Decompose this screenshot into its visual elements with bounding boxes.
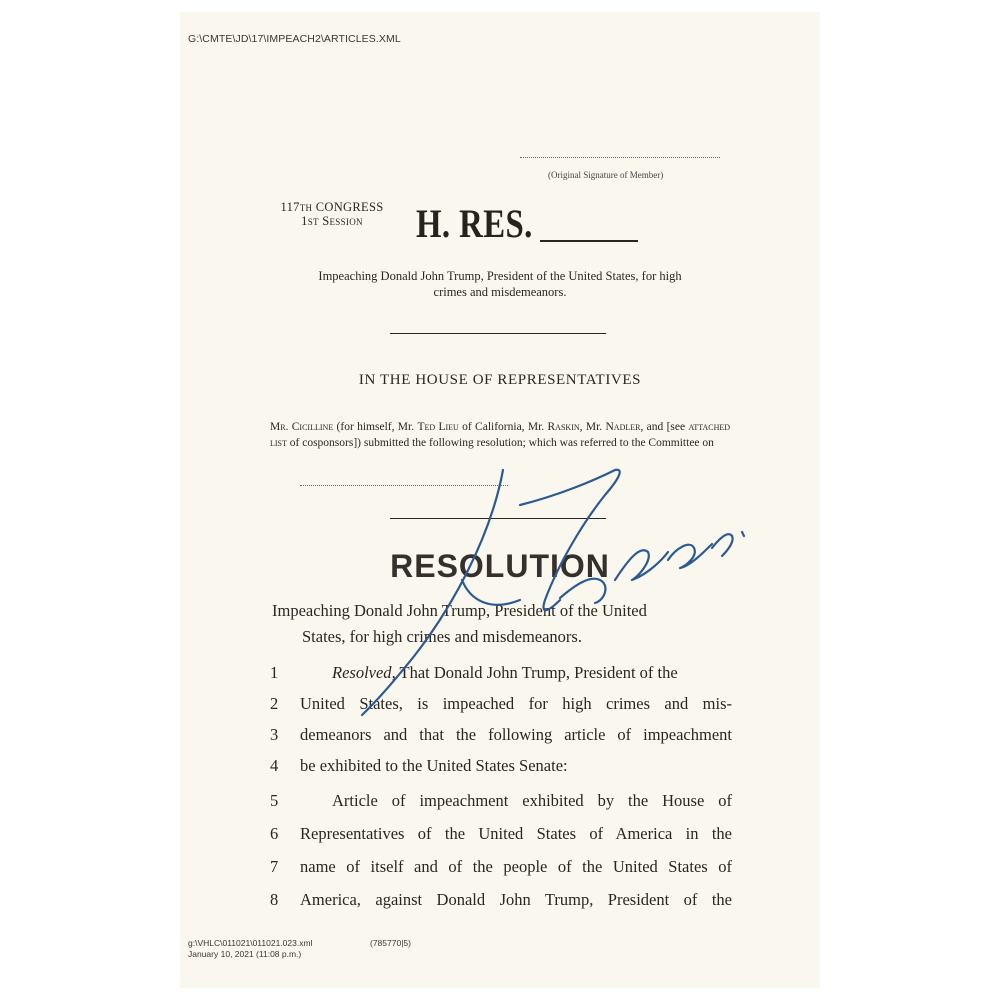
bill-type: H. RES.	[416, 201, 533, 246]
divider-rule	[390, 518, 606, 519]
signature-label: (Original Signature of Member)	[548, 170, 664, 180]
line-number: 7	[270, 857, 279, 876]
line-number: 3	[270, 725, 279, 744]
body-line	[270, 753, 735, 779]
body-line	[270, 887, 735, 913]
body-line	[270, 821, 735, 847]
line-text: Article of impeachment exhibited by the House of	[332, 791, 732, 810]
resolution-title-line: States, for high crimes and misdemeanors.	[302, 627, 582, 646]
line-text	[332, 660, 732, 686]
session-label: 1st Session	[301, 214, 363, 228]
line-text: be exhibited to the United States Senate:	[300, 756, 568, 775]
line-number: 8	[270, 890, 279, 909]
bill-number-blank	[540, 240, 638, 242]
line-text: United States, is impeached for high crimes and mis-	[300, 694, 732, 713]
congress-label: 117th CONGRESS	[280, 200, 384, 214]
divider-rule	[390, 333, 606, 334]
cosponsor-name: Nadler	[605, 421, 641, 433]
footer-file: g:\VHLC\011021\011021.023.xml	[188, 938, 313, 948]
line-number: 1	[270, 663, 279, 682]
resolution-heading: RESOLUTION	[390, 548, 610, 584]
cosponsor-name: Raskin	[547, 421, 580, 433]
attached-list: attached list	[270, 421, 731, 449]
body-line	[270, 660, 735, 686]
footer-code: (785770|5)	[370, 938, 411, 948]
body-line	[270, 854, 735, 880]
line-number: 5	[270, 791, 279, 810]
resolution-title	[272, 598, 728, 650]
line-number: 2	[270, 694, 279, 713]
committee-blank	[300, 485, 508, 486]
body-line	[270, 691, 735, 717]
line-number: 6	[270, 824, 279, 843]
sponsor-text: , and [see	[640, 421, 689, 433]
line-text: America, against Donald John Trump, President of the	[300, 890, 732, 909]
sponsor-text: , Mr.	[579, 421, 606, 433]
line-number: 4	[270, 756, 279, 775]
line-text: name of itself and of the people of the United States of	[300, 857, 732, 876]
resolved-word: Resolved	[332, 663, 392, 682]
line-text: demeanors and that the following article of impeachment	[300, 725, 732, 744]
resolution-title-line: Impeaching Donald John Trump, President of the United	[272, 601, 647, 620]
sponsor-text: (for himself, Mr.	[333, 421, 418, 433]
file-path: G:\CMTE\JD\17\IMPEACH2\ARTICLES.XML	[188, 33, 401, 45]
sponsor-paragraph	[270, 419, 730, 451]
short-title	[280, 268, 720, 300]
chamber-heading: IN THE HOUSE OF REPRESENTATIVES	[358, 372, 642, 388]
footer-info	[188, 938, 312, 960]
short-title-line: Impeaching Donald John Trump, President of the United States, for high	[318, 269, 682, 283]
body-line	[270, 788, 735, 814]
line-text: Representatives of the United States of America in the	[300, 824, 732, 843]
short-title-line: crimes and misdemeanors.	[433, 285, 567, 299]
sponsor-text: of California, Mr.	[458, 421, 548, 433]
body-line	[270, 722, 735, 748]
sponsor-text: of cosponsors]) submitted the following resolution; which was referred to the Committee on	[286, 437, 714, 449]
footer-date: January 10, 2021 (11:08 p.m.)	[188, 949, 302, 959]
sponsor-name: Mr. Cicilline	[270, 421, 334, 433]
congress-session	[262, 200, 402, 228]
signature-line	[520, 157, 720, 158]
line-text-rest: , That Donald John Trump, President of the	[391, 663, 678, 682]
cosponsor-name: Ted Lieu	[417, 421, 459, 433]
